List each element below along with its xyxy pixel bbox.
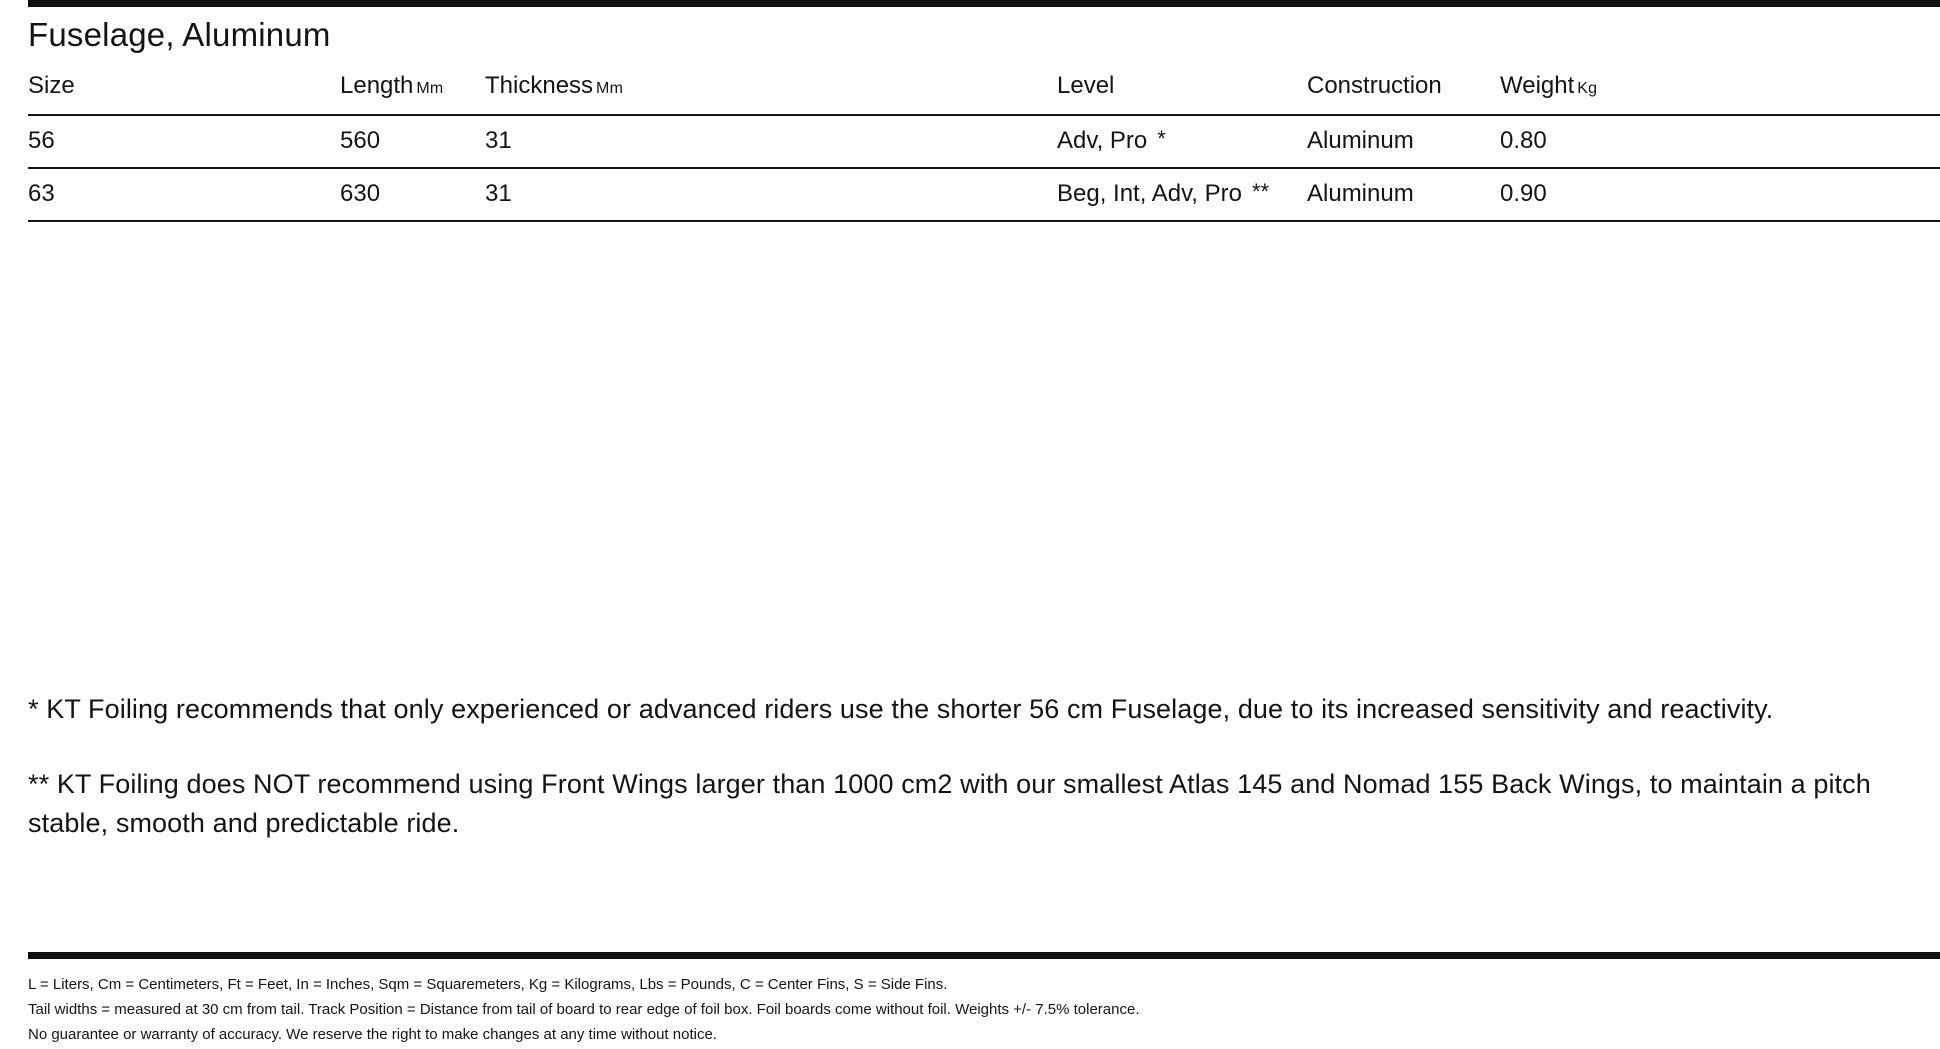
cell-level-text: Adv, Pro: [1057, 127, 1148, 154]
footnote-single-star: * KT Foiling recommends that only experienced or advanced riders use the shorter 56 cm Fuselage, due to its increased sensitivity and reactivity.: [28, 694, 1774, 724]
column-header-weight-unit: Kg: [1577, 80, 1598, 97]
footnote-marker: *: [1157, 126, 1166, 151]
legend-block: [28, 972, 1918, 1047]
column-header-length: [340, 72, 485, 115]
top-divider: [28, 0, 1940, 7]
footnote-double-star: ** KT Foiling does NOT recommend using Front Wings larger than 1000 cm2 with our smallest Atlas 145 and Nomad 155 Back Wings, to maintain a pitch stable, smooth and predictable ride.: [28, 769, 1871, 838]
cell-level: [1057, 168, 1307, 221]
cell-construction: Aluminum: [1307, 115, 1500, 168]
legend-disclaimer: No guarantee or warranty of accuracy. We reserve the right to make changes at any time without notice.: [28, 1026, 717, 1043]
column-header-weight-label: Weight: [1500, 72, 1575, 99]
column-header-weight: [1500, 72, 1940, 115]
column-header-length-label: Length: [340, 72, 414, 99]
cell-level: [1057, 115, 1307, 168]
column-header-length-unit: Mm: [416, 80, 444, 97]
specifications-table: [28, 72, 1940, 222]
legend-measurements: Tail widths = measured at 30 cm from tail. Track Position = Distance from tail of board to rear edge of foil box. Foil boards come without foil. Weights +/- 7.5% tolerance.: [28, 1001, 1140, 1018]
cell-construction: Aluminum: [1307, 168, 1500, 221]
cell-thickness: 31: [485, 115, 1057, 168]
table-header-row: [28, 72, 1940, 115]
cell-weight: 0.90: [1500, 168, 1940, 221]
footnote-marker: **: [1252, 179, 1270, 204]
table-row: [28, 168, 1940, 221]
page-title: Fuselage, Aluminum: [28, 16, 331, 53]
cell-weight: 0.80: [1500, 115, 1940, 168]
table-row: [28, 115, 1940, 168]
cell-level-text: Beg, Int, Adv, Pro: [1057, 180, 1242, 207]
cell-length: 630: [340, 168, 485, 221]
bottom-divider: [28, 952, 1940, 959]
column-header-size: [28, 72, 340, 115]
column-header-construction-label: Construction: [1307, 72, 1442, 99]
column-header-thickness-label: Thickness: [485, 72, 594, 99]
column-header-level-label: Level: [1057, 72, 1115, 99]
cell-size: 63: [28, 168, 340, 221]
legend-abbreviations: L = Liters, Cm = Centimeters, Ft = Feet, In = Inches, Sqm = Squaremeters, Kg = Kilograms, Lbs = Pounds, C = Center Fins, S = Side Fins.: [28, 976, 948, 993]
cell-thickness: 31: [485, 168, 1057, 221]
column-header-thickness-unit: Mm: [596, 80, 624, 97]
cell-length: 560: [340, 115, 485, 168]
column-header-thickness: [485, 72, 1057, 115]
footnotes: [28, 690, 1918, 843]
column-header-size-label: Size: [28, 72, 75, 99]
column-header-level: [1057, 72, 1307, 115]
column-header-construction: [1307, 72, 1500, 115]
cell-size: 56: [28, 115, 340, 168]
